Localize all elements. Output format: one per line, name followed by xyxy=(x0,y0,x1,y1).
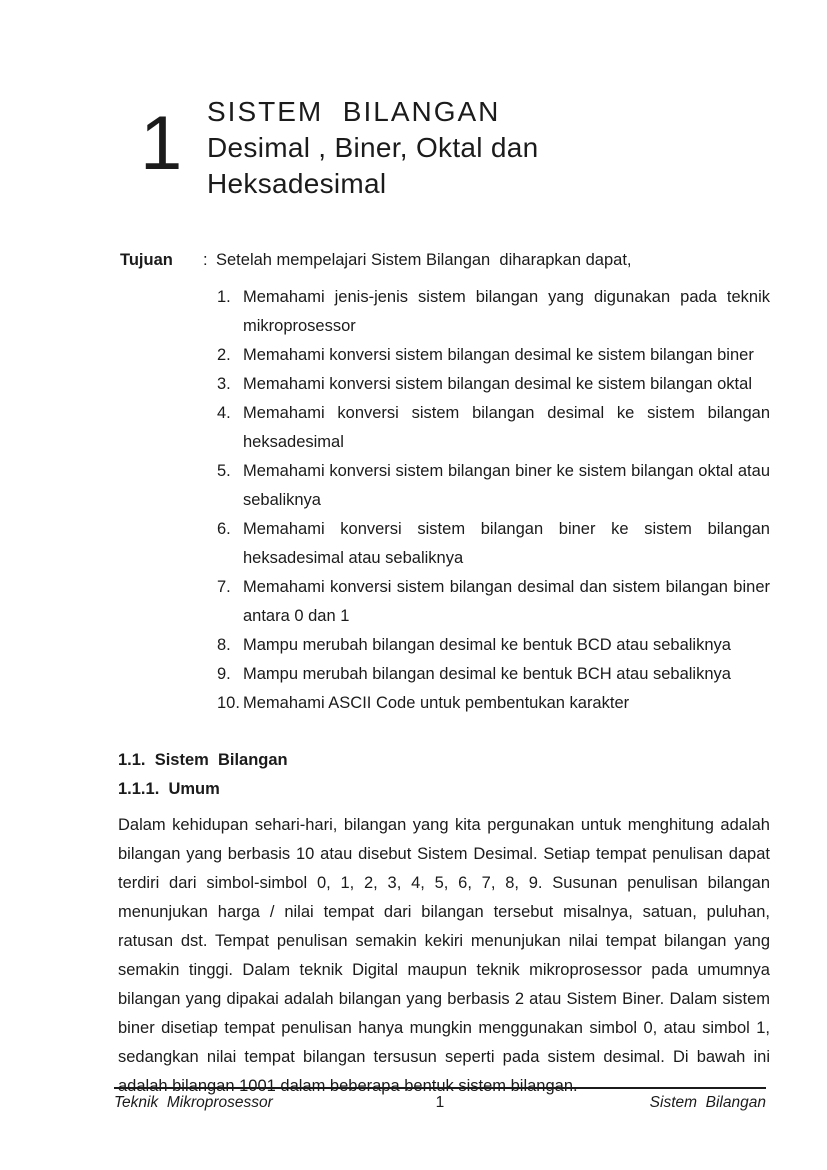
objective-item xyxy=(217,370,770,399)
chapter-title-line-1: SISTEM BILANGAN xyxy=(207,96,501,127)
objective-item xyxy=(217,399,770,457)
objective-number: 9. xyxy=(217,665,231,683)
objective-text: Memahami konversi sistem bilangan desimal ke sistem bilangan oktal xyxy=(243,375,752,393)
footer-left-text: Teknik Mikroprosessor xyxy=(114,1094,273,1111)
objective-text: Memahami ASCII Code untuk pembentukan karakter xyxy=(243,694,630,712)
tujuan-intro-text: Setelah mempelajari Sistem Bilangan diharapkan dapat, xyxy=(216,251,632,269)
objective-number: 5. xyxy=(217,462,231,480)
objective-text: Memahami konversi sistem bilangan biner ke sistem bilangan oktal atau sebaliknya xyxy=(243,462,770,509)
objective-item xyxy=(217,631,770,660)
body-paragraph: Dalam kehidupan sehari-hari, bilangan yang kita pergunakan untuk menghitung adalah bilangan yang berbasis 10 atau disebut Sistem Desimal. Setiap tempat penulisan dapat terdiri dari simbol-simbol 0, 1, 2, 3, 4, 5, 6, 7, 8, 9. Susunan penulisan bilangan menunjukan harga / nilai tempat dari bilangan tersebut misalnya, satuan, puluhan, ratusan dst. Tempat penulisan semakin kekiri menunjukan nilai tempat bilangan yang semakin tinggi. Dalam teknik Digital maupun teknik mikroprosessor pada umumnya bilangan yang dipakai adalah bilangan yang berbasis 2 atau Sistem Biner. Dalam sistem biner disetiap tempat penulisan hanya mungkin menggunakan simbol 0, atau simbol 1, sedangkan nilai tempat bilangan tersusun seperti pada sistem desimal. Di bawah ini adalah bilangan 1001 dalam beberapa bentuk sistem bilangan. xyxy=(118,816,770,1095)
objective-text: Memahami konversi sistem bilangan desimal ke sistem bilangan heksadesimal xyxy=(243,404,770,451)
objectives-list xyxy=(217,283,770,718)
tujuan-colon: : xyxy=(203,251,208,269)
footer-page-number: 1 xyxy=(435,1094,445,1111)
document-page xyxy=(118,0,770,1101)
objective-number: 2. xyxy=(217,346,231,364)
objective-text: Memahami jenis-jenis sistem bilangan yang digunakan pada teknik mikroprosessor xyxy=(243,288,770,335)
objective-item xyxy=(217,689,770,718)
objective-number: 8. xyxy=(217,636,231,654)
objective-item xyxy=(217,660,770,689)
objective-item xyxy=(217,341,770,370)
objective-item xyxy=(217,573,770,631)
subsection-heading: 1.1.1. Umum xyxy=(118,780,220,798)
objective-item xyxy=(217,515,770,573)
objective-text: Mampu merubah bilangan desimal ke bentuk BCD atau sebaliknya xyxy=(243,636,731,654)
objective-number: 10. xyxy=(217,694,240,712)
objective-number: 6. xyxy=(217,520,231,538)
objective-number: 4. xyxy=(217,404,231,422)
objective-number: 7. xyxy=(217,578,231,596)
objective-text: Memahami konversi sistem bilangan desimal ke sistem bilangan biner xyxy=(243,346,754,364)
footer-right-text: Sistem Bilangan xyxy=(649,1094,766,1111)
objective-text: Memahami konversi sistem bilangan desimal dan sistem bilangan biner antara 0 dan 1 xyxy=(243,578,770,625)
chapter-title-line-3: Heksadesimal xyxy=(207,168,387,199)
objective-item xyxy=(217,283,770,341)
tujuan-label: Tujuan xyxy=(120,251,173,269)
objective-number: 3. xyxy=(217,375,231,393)
section-heading: 1.1. Sistem Bilangan xyxy=(118,751,288,769)
chapter-title-line-2: Desimal , Biner, Oktal dan xyxy=(207,132,539,163)
objective-item xyxy=(217,457,770,515)
objective-text: Mampu merubah bilangan desimal ke bentuk BCH atau sebaliknya xyxy=(243,665,731,683)
objectives-intro-row xyxy=(118,246,770,275)
page-footer xyxy=(114,1087,766,1113)
objective-text: Memahami konversi sistem bilangan biner ke sistem bilangan heksadesimal atau sebaliknya xyxy=(243,520,770,567)
chapter-title xyxy=(207,94,539,202)
chapter-heading xyxy=(118,94,770,202)
chapter-number: 1 xyxy=(140,101,183,186)
objective-number: 1. xyxy=(217,288,231,306)
